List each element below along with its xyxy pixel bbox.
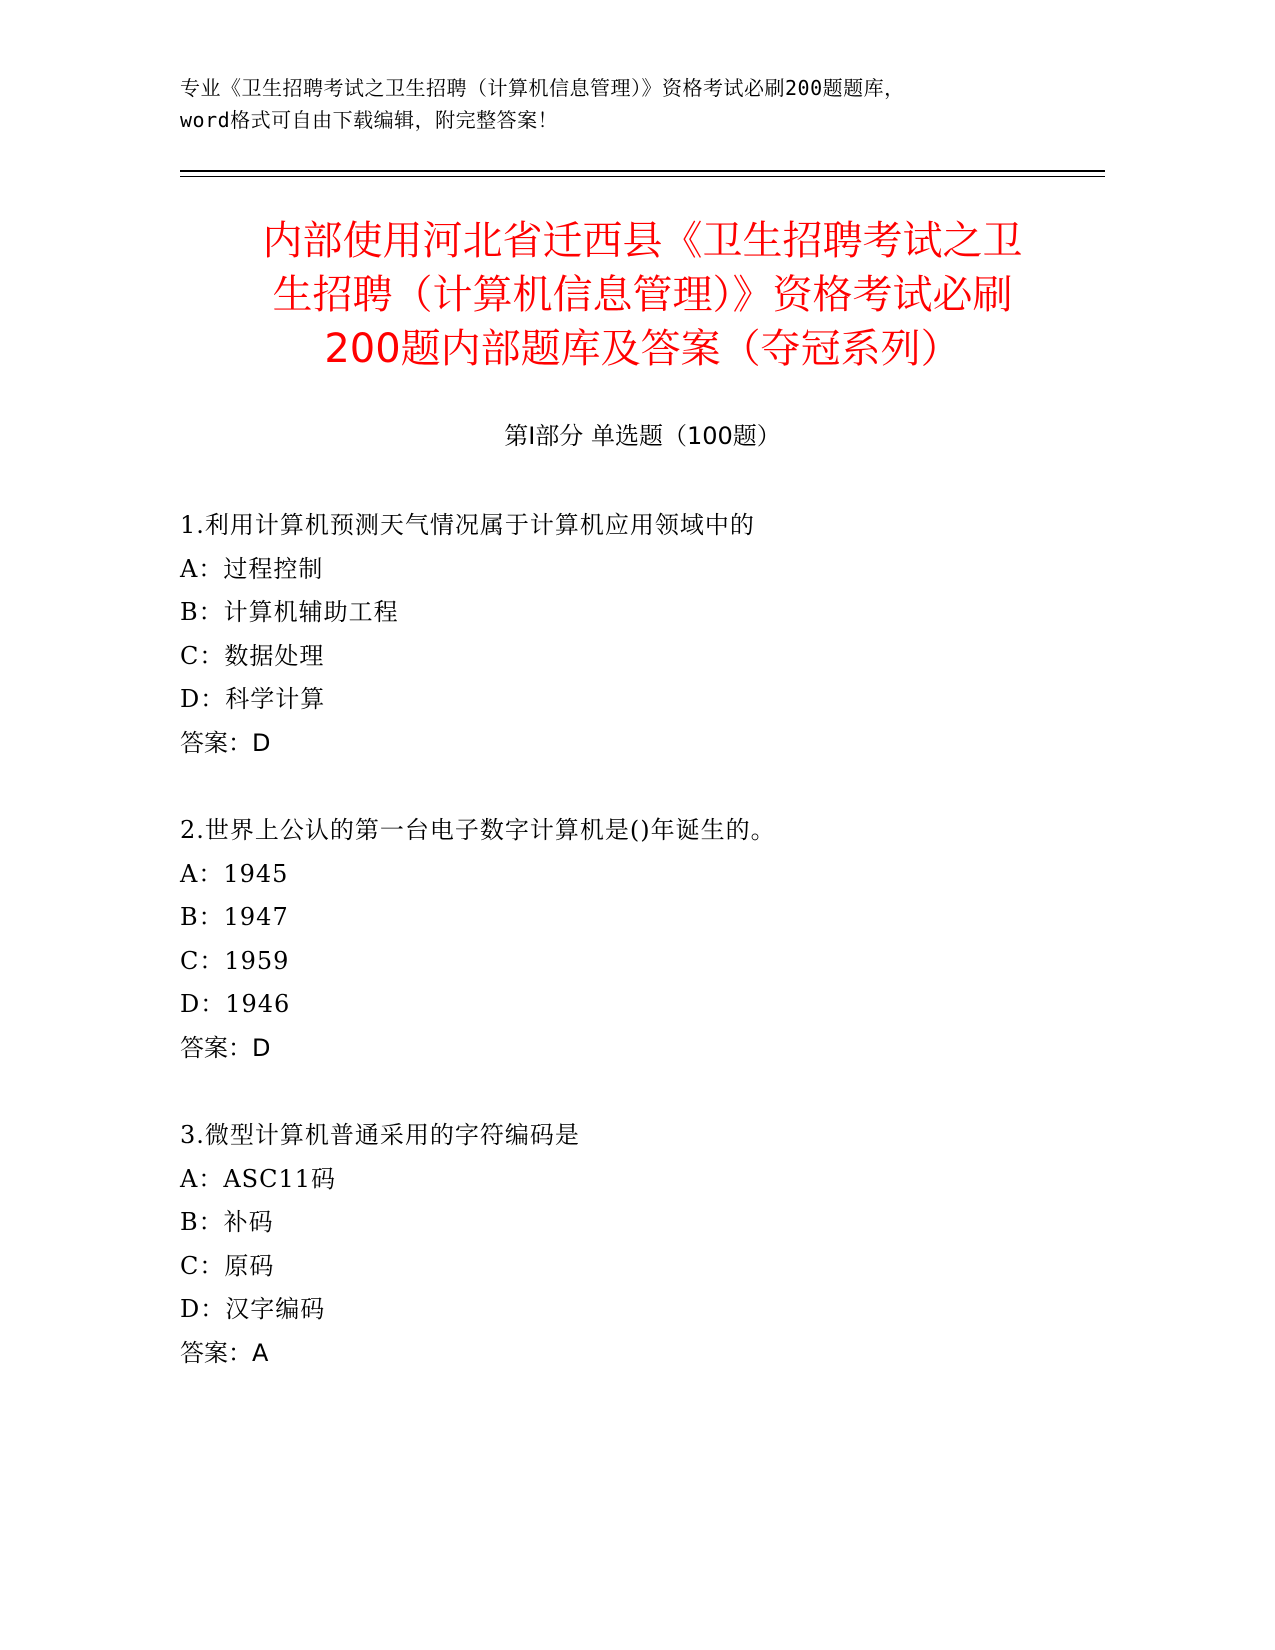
answer: 答案：D — [180, 1033, 271, 1062]
document-title-line-3: 200题内部题库及答案（夺冠系列） — [324, 326, 961, 372]
header-note-line-1: 专业《卫生招聘考试之卫生招聘（计算机信息管理）》资格考试必刷200题题库， — [180, 76, 905, 100]
option-d: D：科学计算 — [180, 685, 326, 713]
option-d: D：汉字编码 — [180, 1295, 326, 1323]
answer: 答案：A — [180, 1338, 269, 1367]
option-b: B：计算机辅助工程 — [180, 598, 399, 626]
document-title-line-2: 生招聘（计算机信息管理）》资格考试必刷 — [272, 272, 1013, 318]
header-divider-thick — [180, 170, 1105, 172]
option-b: B：1947 — [180, 903, 289, 931]
option-b: B：补码 — [180, 1208, 274, 1236]
answer: 答案：D — [180, 728, 271, 757]
question-1 — [180, 504, 1105, 765]
option-a: A：1945 — [180, 859, 289, 888]
header-note — [180, 72, 1100, 136]
question-list — [180, 504, 1105, 1419]
option-d: D：1946 — [180, 990, 291, 1018]
option-c: C：数据处理 — [180, 641, 325, 670]
question-stem: 1.利用计算机预测天气情况属于计算机应用领域中的 — [180, 511, 755, 539]
document-title — [180, 214, 1105, 376]
option-a: A：ASC11码 — [180, 1164, 337, 1193]
option-c: C：1959 — [180, 946, 290, 975]
question-stem: 3.微型计算机普通采用的字符编码是 — [180, 1121, 580, 1149]
section-title: 第Ⅰ部分 单选题（100题） — [504, 422, 781, 450]
question-stem: 2.世界上公认的第一台电子数字计算机是()年诞生的。 — [180, 816, 776, 844]
question-3 — [180, 1114, 1105, 1375]
question-2 — [180, 809, 1105, 1070]
header-note-line-2: word格式可自由下载编辑，附完整答案！ — [180, 108, 559, 132]
option-a: A：过程控制 — [180, 554, 324, 583]
header-divider-thin — [180, 176, 1105, 177]
document-title-line-1: 内部使用河北省迁西县《卫生招聘考试之卫 — [262, 218, 1023, 264]
option-c: C：原码 — [180, 1251, 275, 1280]
